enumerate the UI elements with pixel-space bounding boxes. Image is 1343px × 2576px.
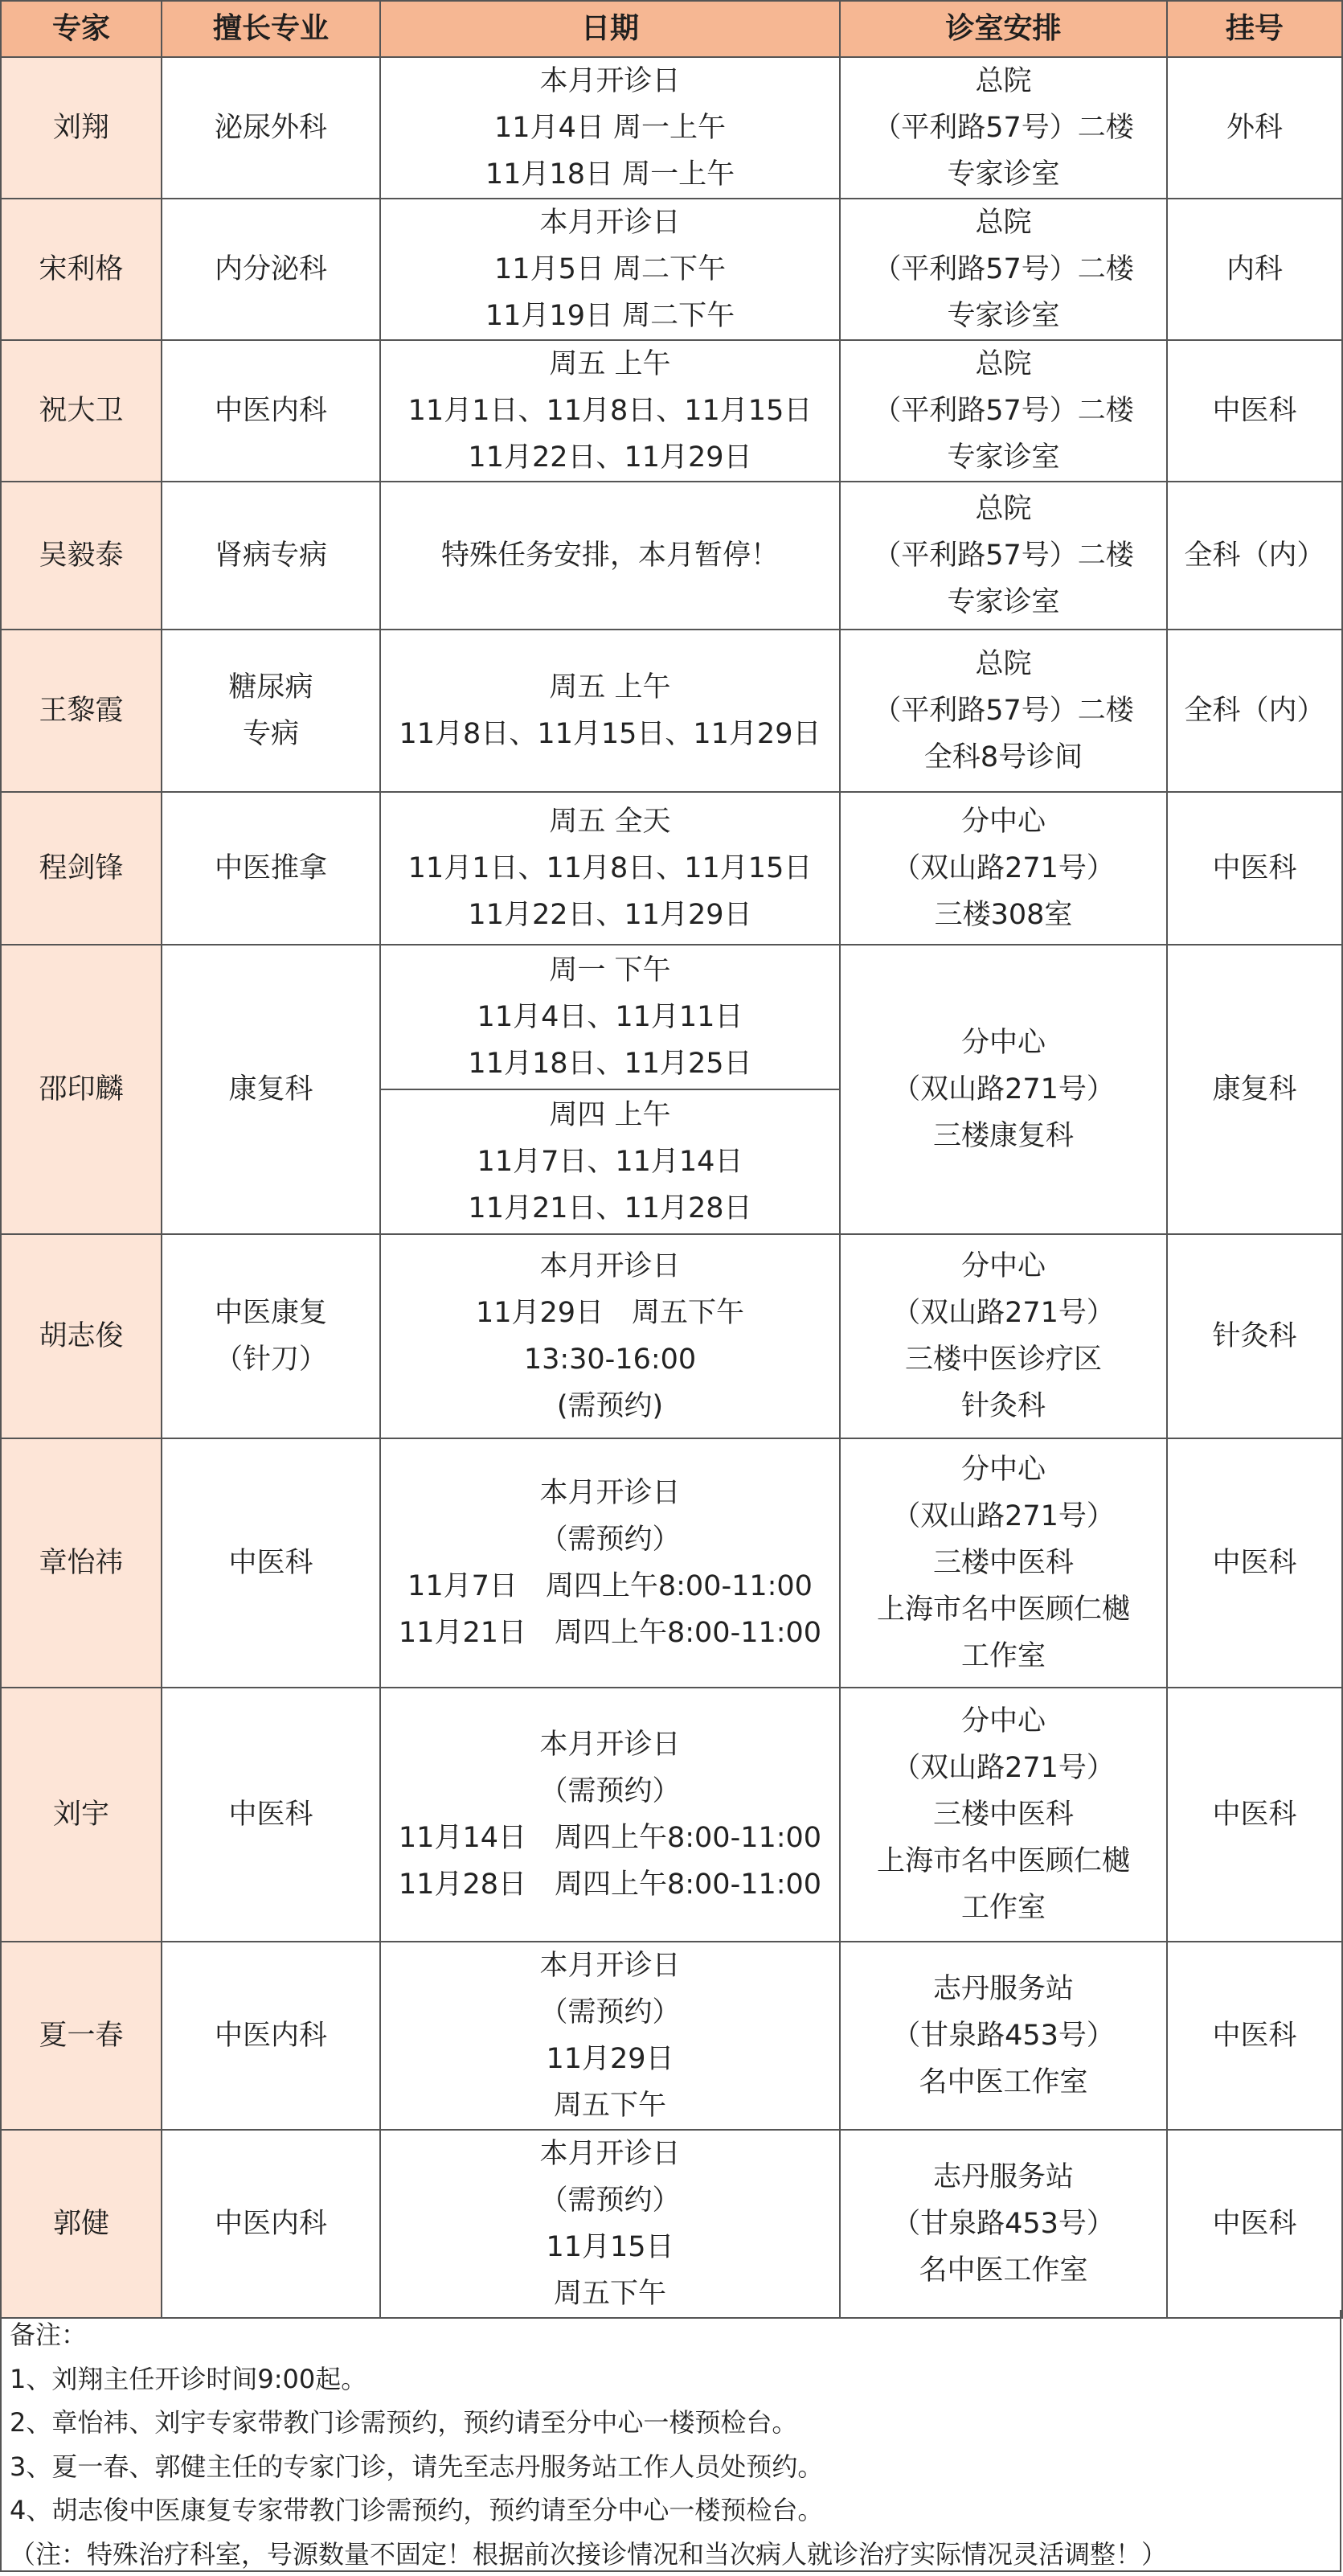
cell-line: 本月开诊日 bbox=[384, 199, 836, 246]
cell-line: 三楼308室 bbox=[844, 892, 1163, 938]
cell-line: 11月1日、11月8日、11月15日 bbox=[384, 845, 836, 892]
cell-line: 11月21日 周四上午8:00-11:00 bbox=[384, 1610, 836, 1656]
date-cell bbox=[380, 482, 840, 630]
table-row bbox=[1, 1438, 1342, 1688]
table-row bbox=[1, 1234, 1342, 1438]
cell-line: 分中心 bbox=[844, 1698, 1163, 1745]
cell-line: 本月开诊日 bbox=[384, 1942, 836, 1989]
cell-line: 专家诊室 bbox=[844, 579, 1163, 626]
cell-line: 11月1日、11月8日、11月15日 bbox=[384, 388, 836, 434]
header-date: 日期 bbox=[380, 1, 840, 57]
cell-line: （需预约） bbox=[384, 1989, 836, 2036]
cell-line: （平利路57号）二楼 bbox=[844, 532, 1163, 579]
cell-line: 11月4日 周一上午 bbox=[384, 105, 836, 151]
date-cell bbox=[380, 792, 840, 945]
registration-cell: 中医科 bbox=[1167, 340, 1342, 482]
cell-line: 周五下午 bbox=[384, 2082, 836, 2129]
cell-line: 中医科 bbox=[166, 1791, 376, 1838]
date-cell bbox=[380, 2130, 840, 2318]
cell-line: （需预约） bbox=[384, 1768, 836, 1815]
cell-line: 中医内科 bbox=[166, 2201, 376, 2247]
date-cell bbox=[380, 1438, 840, 1688]
registration-cell: 中医科 bbox=[1167, 1688, 1342, 1942]
cell-line: （双山路271号） bbox=[844, 1745, 1163, 1791]
expert-name: 郭健 bbox=[1, 2130, 162, 2318]
date-cell bbox=[380, 630, 840, 792]
cell-line: 总院 bbox=[844, 641, 1163, 687]
cell-line: 分中心 bbox=[844, 1019, 1163, 1066]
note-item: 4、胡志俊中医康复专家带教门诊需预约，预约请至分中心一楼预检台。 bbox=[10, 2488, 1330, 2533]
cell-line: 11月18日、11月25日 bbox=[384, 1040, 836, 1087]
specialty-cell bbox=[162, 945, 380, 1234]
cell-line: 上海市名中医顾仁樾 bbox=[844, 1586, 1163, 1633]
cell-line: 周一 下午 bbox=[384, 947, 836, 994]
cell-line: （平利路57号）二楼 bbox=[844, 105, 1163, 151]
cell-line: 周五下午 bbox=[384, 2270, 836, 2317]
cell-line: 中医内科 bbox=[166, 2012, 376, 2059]
header-row bbox=[1, 1, 1342, 57]
cell-line: 11月7日 周四上午8:00-11:00 bbox=[384, 1563, 836, 1610]
cell-line: 11月7日、11月14日 bbox=[384, 1138, 836, 1185]
room-cell bbox=[840, 1438, 1167, 1688]
registration-cell: 全科（内） bbox=[1167, 482, 1342, 630]
date-cell bbox=[380, 1688, 840, 1942]
schedule-body bbox=[1, 57, 1342, 2318]
cell-line: （双山路271号） bbox=[844, 1066, 1163, 1113]
cell-line: 志丹服务站 bbox=[844, 1966, 1163, 2012]
note-item: 2、章怡祎、刘宇专家带教门诊需预约，预约请至分中心一楼预检台。 bbox=[10, 2401, 1330, 2445]
specialty-cell bbox=[162, 57, 380, 199]
cell-line: 糖尿病 bbox=[166, 664, 376, 711]
expert-name: 吴毅泰 bbox=[1, 482, 162, 630]
cell-line: 11月8日、11月15日、11月29日 bbox=[384, 711, 836, 757]
cell-line: 11月22日、11月29日 bbox=[384, 892, 836, 938]
room-cell bbox=[840, 1234, 1167, 1438]
cell-line: 专病 bbox=[166, 711, 376, 757]
cell-line: 本月开诊日 bbox=[384, 1721, 836, 1768]
cell-line: 肾病专病 bbox=[166, 532, 376, 579]
cell-line: 11月19日 周二下午 bbox=[384, 293, 836, 339]
registration-cell: 中医科 bbox=[1167, 792, 1342, 945]
cell-line: 三楼康复科 bbox=[844, 1113, 1163, 1159]
note-disclaimer: （注：特殊治疗科室，号源数量不固定！根据前次接诊情况和当次病人就诊治疗实际情况灵活调整！） bbox=[10, 2533, 1330, 2576]
room-cell bbox=[840, 2130, 1167, 2318]
cell-line: 13:30-16:00 bbox=[384, 1336, 836, 1383]
cell-line: 总院 bbox=[844, 199, 1163, 246]
cell-line: 康复科 bbox=[166, 1066, 376, 1113]
room-cell bbox=[840, 630, 1167, 792]
table-row bbox=[1, 482, 1342, 630]
header-room: 诊室安排 bbox=[840, 1, 1167, 57]
cell-line: 专家诊室 bbox=[844, 151, 1163, 198]
date-cell bbox=[380, 1089, 840, 1234]
cell-line: 周四 上午 bbox=[384, 1092, 836, 1138]
cell-line: 周五 上午 bbox=[384, 664, 836, 711]
cell-line: 11月5日 周二下午 bbox=[384, 246, 836, 293]
cell-line: 本月开诊日 bbox=[384, 1470, 836, 1516]
registration-cell: 中医科 bbox=[1167, 1438, 1342, 1688]
cell-line: 三楼中医诊疗区 bbox=[844, 1336, 1163, 1383]
cell-line: 中医康复 bbox=[166, 1290, 376, 1336]
cell-line: （双山路271号） bbox=[844, 1290, 1163, 1336]
date-cell bbox=[380, 1234, 840, 1438]
expert-name: 邵印麟 bbox=[1, 945, 162, 1234]
expert-name: 刘宇 bbox=[1, 1688, 162, 1942]
specialty-cell bbox=[162, 1234, 380, 1438]
cell-line: 内分泌科 bbox=[166, 246, 376, 293]
cell-line: 11月15日 bbox=[384, 2224, 836, 2270]
registration-cell: 康复科 bbox=[1167, 945, 1342, 1234]
specialty-cell bbox=[162, 340, 380, 482]
cell-line: 本月开诊日 bbox=[384, 1243, 836, 1290]
room-cell bbox=[840, 792, 1167, 945]
cell-line: （需预约） bbox=[384, 2177, 836, 2224]
cell-line: 11月18日 周一上午 bbox=[384, 151, 836, 198]
table-row bbox=[1, 340, 1342, 482]
cell-line: （需预约） bbox=[384, 1516, 836, 1563]
specialty-cell bbox=[162, 792, 380, 945]
cell-line: 11月28日 周四上午8:00-11:00 bbox=[384, 1861, 836, 1908]
expert-name: 程剑锋 bbox=[1, 792, 162, 945]
room-cell bbox=[840, 1942, 1167, 2130]
cell-line: 周五 上午 bbox=[384, 341, 836, 388]
cell-line: 中医推拿 bbox=[166, 845, 376, 892]
specialty-cell bbox=[162, 1942, 380, 2130]
cell-line: （针刀） bbox=[166, 1336, 376, 1383]
cell-line: 分中心 bbox=[844, 1446, 1163, 1493]
specialty-cell bbox=[162, 630, 380, 792]
table-row bbox=[1, 792, 1342, 945]
date-cell bbox=[380, 57, 840, 199]
cell-line: 11月21日、11月28日 bbox=[384, 1185, 836, 1232]
cell-line: 志丹服务站 bbox=[844, 2154, 1163, 2201]
room-cell bbox=[840, 57, 1167, 199]
cell-line: （甘泉路453号） bbox=[844, 2201, 1163, 2247]
specialty-cell bbox=[162, 199, 380, 340]
cell-line: 特殊任务安排，本月暂停！ bbox=[384, 532, 836, 579]
expert-name: 夏一春 bbox=[1, 1942, 162, 2130]
cell-line: 11月22日、11月29日 bbox=[384, 434, 836, 481]
cell-line: 名中医工作室 bbox=[844, 2247, 1163, 2294]
cell-line: 上海市名中医顾仁樾 bbox=[844, 1838, 1163, 1885]
room-cell bbox=[840, 945, 1167, 1234]
cell-line: （甘泉路453号） bbox=[844, 2012, 1163, 2059]
cell-line: 总院 bbox=[844, 486, 1163, 532]
date-cell bbox=[380, 1942, 840, 2130]
date-cell bbox=[380, 340, 840, 482]
notes-title: 备注： bbox=[10, 2313, 1330, 2357]
expert-name: 祝大卫 bbox=[1, 340, 162, 482]
cell-line: 工作室 bbox=[844, 1885, 1163, 1931]
cell-line: 总院 bbox=[844, 341, 1163, 388]
expert-name: 章怡祎 bbox=[1, 1438, 162, 1688]
specialty-cell bbox=[162, 482, 380, 630]
registration-cell: 外科 bbox=[1167, 57, 1342, 199]
specialty-cell bbox=[162, 2130, 380, 2318]
cell-line: 针灸科 bbox=[844, 1383, 1163, 1430]
table-row bbox=[1, 199, 1342, 340]
registration-cell: 全科（内） bbox=[1167, 630, 1342, 792]
cell-line: 三楼中医科 bbox=[844, 1791, 1163, 1838]
cell-line: （平利路57号）二楼 bbox=[844, 246, 1163, 293]
room-cell bbox=[840, 199, 1167, 340]
registration-cell: 针灸科 bbox=[1167, 1234, 1342, 1438]
registration-cell: 中医科 bbox=[1167, 1942, 1342, 2130]
registration-cell: 内科 bbox=[1167, 199, 1342, 340]
header-registration: 挂号 bbox=[1167, 1, 1342, 57]
cell-line: 分中心 bbox=[844, 1243, 1163, 1290]
room-cell bbox=[840, 1688, 1167, 1942]
notes-section bbox=[0, 2310, 1341, 2572]
cell-line: 本月开诊日 bbox=[384, 58, 836, 105]
table-row bbox=[1, 57, 1342, 199]
table-row bbox=[1, 1688, 1342, 1942]
note-item: 3、夏一春、郭健主任的专家门诊，请先至志丹服务站工作人员处预约。 bbox=[10, 2445, 1330, 2489]
expert-name: 刘翔 bbox=[1, 57, 162, 199]
cell-line: 三楼中医科 bbox=[844, 1540, 1163, 1586]
header-expert: 专家 bbox=[1, 1, 162, 57]
cell-line: 周五 全天 bbox=[384, 798, 836, 845]
specialty-cell bbox=[162, 1438, 380, 1688]
cell-line: 中医内科 bbox=[166, 388, 376, 434]
table-row bbox=[1, 945, 1342, 1089]
table-row bbox=[1, 630, 1342, 792]
room-cell bbox=[840, 340, 1167, 482]
cell-line: 总院 bbox=[844, 58, 1163, 105]
room-cell bbox=[840, 482, 1167, 630]
cell-line: 11月14日 周四上午8:00-11:00 bbox=[384, 1815, 836, 1861]
cell-line: 泌尿外科 bbox=[166, 105, 376, 151]
cell-line: 中医科 bbox=[166, 1540, 376, 1586]
cell-line: 11月29日 周五下午 bbox=[384, 1290, 836, 1336]
cell-line: （平利路57号）二楼 bbox=[844, 388, 1163, 434]
cell-line: 工作室 bbox=[844, 1633, 1163, 1680]
expert-name: 胡志俊 bbox=[1, 1234, 162, 1438]
table-row bbox=[1, 2130, 1342, 2318]
cell-line: （平利路57号）二楼 bbox=[844, 687, 1163, 734]
specialty-cell bbox=[162, 1688, 380, 1942]
cell-line: 名中医工作室 bbox=[844, 2059, 1163, 2106]
cell-line: 专家诊室 bbox=[844, 293, 1163, 339]
cell-line: 本月开诊日 bbox=[384, 2131, 836, 2177]
cell-line: 分中心 bbox=[844, 798, 1163, 845]
cell-line: （双山路271号） bbox=[844, 845, 1163, 892]
expert-name: 宋利格 bbox=[1, 199, 162, 340]
expert-name: 王黎霞 bbox=[1, 630, 162, 792]
cell-line: 专家诊室 bbox=[844, 434, 1163, 481]
cell-line: 全科8号诊间 bbox=[844, 734, 1163, 781]
header-specialty: 擅长专业 bbox=[162, 1, 380, 57]
cell-line: 11月29日 bbox=[384, 2036, 836, 2082]
cell-line: (需预约) bbox=[384, 1383, 836, 1430]
registration-cell: 中医科 bbox=[1167, 2130, 1342, 2318]
cell-line: （双山路271号） bbox=[844, 1493, 1163, 1540]
date-cell bbox=[380, 945, 840, 1089]
note-item: 1、刘翔主任开诊时间9:00起。 bbox=[10, 2357, 1330, 2402]
table-row bbox=[1, 1942, 1342, 2130]
cell-line: 11月4日、11月11日 bbox=[384, 994, 836, 1040]
date-cell bbox=[380, 199, 840, 340]
